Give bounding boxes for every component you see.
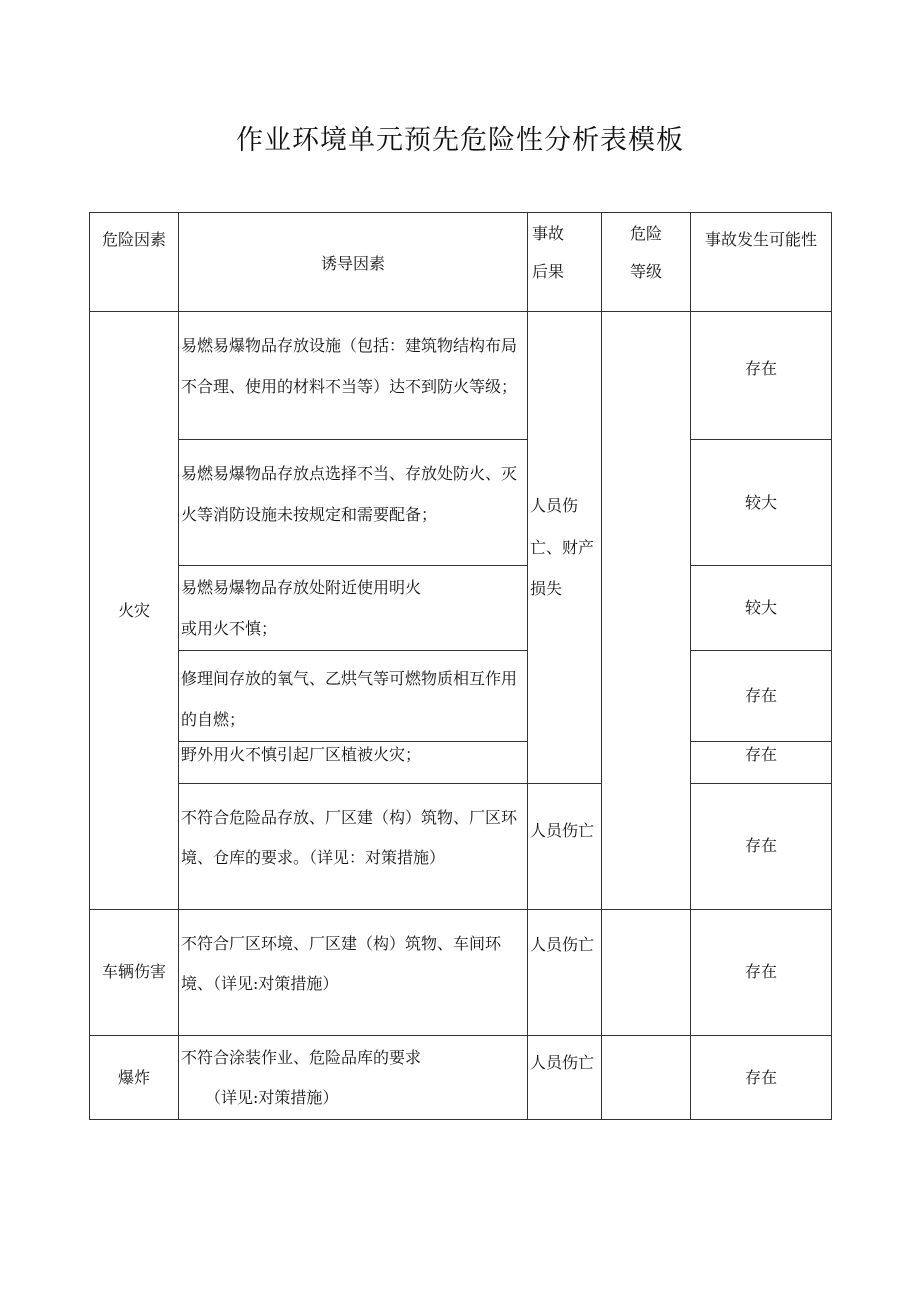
consequence-cell: 人员伤亡 bbox=[528, 1035, 602, 1120]
table-row bbox=[90, 312, 832, 440]
cause-line2: 或用火不慎； bbox=[181, 618, 278, 638]
cause-line1: 不符合涂装作业、危险品库的要求 bbox=[181, 1047, 422, 1067]
hazard-explosion: 爆炸 bbox=[90, 1035, 179, 1120]
cause-cell: 不符合厂区环境、厂区建（构）筑物、车间环境、（详见:对策措施） bbox=[179, 909, 528, 1035]
table-row bbox=[90, 566, 832, 651]
header-consequence-line1: 事故 bbox=[532, 224, 565, 243]
header-consequence-line2: 后果 bbox=[532, 262, 565, 282]
level-cell bbox=[602, 312, 691, 910]
header-cause: 诱导因素 bbox=[179, 213, 528, 312]
cause-cell: 不符合危险品存放、厂区建（构）筑物、厂区环境、仓库的要求。（详见：对策措施） bbox=[179, 783, 528, 909]
cause-line1: 易燃易爆物品存放处附近使用明火 bbox=[181, 578, 422, 597]
cause-cell: 修理间存放的氧气、乙烘气等可燃物质相互作用的自燃； bbox=[179, 651, 528, 742]
hazard-analysis-table bbox=[89, 212, 832, 1120]
header-likelihood: 事故发生可能性 bbox=[691, 213, 832, 312]
hazard-fire: 火灾 bbox=[90, 312, 179, 910]
likelihood-cell: 存在 bbox=[691, 909, 832, 1035]
header-hazard: 危险因素 bbox=[90, 213, 179, 312]
page-title: 作业环境单元预先危险性分析表模板 bbox=[236, 125, 684, 156]
cause-cell: 易燃易爆物品存放设施（包括：建筑物结构布局不合理、使用的材料不当等）达不到防火等级； bbox=[179, 312, 528, 440]
likelihood-cell: 较大 bbox=[691, 440, 832, 566]
consequence-cell: 人员伤亡 bbox=[528, 909, 602, 1035]
consequence-cell: 人员伤亡 bbox=[528, 783, 602, 909]
cause-line2: （详见:对策措施） bbox=[205, 1088, 339, 1108]
table-row bbox=[90, 440, 832, 566]
cause-cell: 易燃易爆物品存放点选择不当、存放处防火、灭火等消防设施未按规定和需要配备； bbox=[179, 440, 528, 566]
likelihood-cell: 较大 bbox=[691, 566, 832, 651]
consequence-shared: 人员伤亡、财产损失 bbox=[528, 312, 602, 784]
level-cell bbox=[602, 1035, 691, 1120]
header-level-line1: 危险 bbox=[629, 224, 662, 243]
table-row bbox=[90, 1035, 832, 1120]
header-consequence bbox=[528, 213, 602, 312]
table-row bbox=[90, 741, 832, 783]
likelihood-cell: 存在 bbox=[691, 651, 832, 742]
likelihood-cell: 存在 bbox=[691, 312, 832, 440]
likelihood-cell: 存在 bbox=[691, 1035, 832, 1120]
table-row bbox=[90, 783, 832, 909]
table-header-row bbox=[90, 213, 832, 312]
likelihood-cell: 存在 bbox=[691, 741, 832, 783]
header-level-line2: 等级 bbox=[629, 262, 662, 282]
likelihood-cell: 存在 bbox=[691, 783, 832, 909]
table-row bbox=[90, 909, 832, 1035]
level-cell bbox=[602, 909, 691, 1035]
cause-cell bbox=[179, 566, 528, 651]
hazard-vehicle: 车辆伤害 bbox=[90, 909, 179, 1035]
cause-cell bbox=[179, 1035, 528, 1120]
header-level bbox=[602, 213, 691, 312]
table-row bbox=[90, 651, 832, 742]
cause-cell: 野外用火不慎引起厂区植被火灾； bbox=[179, 741, 528, 783]
